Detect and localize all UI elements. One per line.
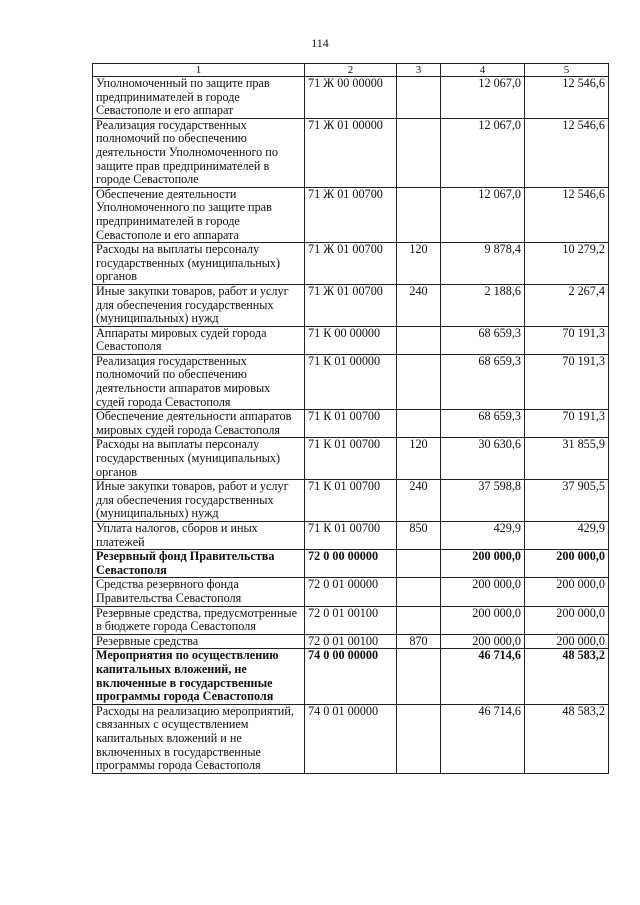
row-code-cell: 71 К 01 00700	[305, 438, 397, 480]
row-code-cell: 72 0 01 00100	[305, 634, 397, 649]
table-row	[93, 438, 609, 480]
row-expense-type-cell	[397, 550, 441, 578]
row-amount-year2-cell: 12 546,6	[525, 118, 609, 187]
header-cell-4: 4	[441, 64, 525, 77]
row-expense-type-cell: 120	[397, 438, 441, 480]
row-amount-year2-cell: 200 000,0	[525, 634, 609, 649]
row-expense-type-cell	[397, 187, 441, 242]
row-amount-year1-cell: 68 659,3	[441, 326, 525, 354]
row-name-cell: Мероприятия по осуществлению капитальных вложений, не включенные в государственные программы города Севастополя	[93, 649, 305, 704]
row-name-cell: Иные закупки товаров, работ и услуг для обеспечения государственных (муниципальных) нужд	[93, 284, 305, 326]
row-expense-type-cell	[397, 578, 441, 606]
row-amount-year2-cell: 2 267,4	[525, 284, 609, 326]
row-amount-year1-cell: 30 630,6	[441, 438, 525, 480]
table-row	[93, 118, 609, 187]
row-amount-year2-cell: 429,9	[525, 522, 609, 550]
row-code-cell: 71 К 01 00700	[305, 410, 397, 438]
row-amount-year2-cell: 70 191,3	[525, 326, 609, 354]
row-expense-type-cell: 120	[397, 243, 441, 285]
row-name-cell: Реализация государственных полномочий по обеспечению деятельности аппаратов мировых судей города Севастополя	[93, 354, 305, 409]
row-amount-year2-cell: 12 546,6	[525, 187, 609, 242]
row-expense-type-cell: 850	[397, 522, 441, 550]
row-amount-year1-cell: 46 714,6	[441, 649, 525, 704]
row-amount-year1-cell: 200 000,0	[441, 550, 525, 578]
row-amount-year1-cell: 200 000,0	[441, 606, 525, 634]
row-expense-type-cell	[397, 77, 441, 119]
row-amount-year2-cell: 70 191,3	[525, 410, 609, 438]
row-amount-year2-cell: 37 905,5	[525, 480, 609, 522]
table-row	[93, 354, 609, 409]
row-code-cell: 71 Ж 01 00700	[305, 284, 397, 326]
row-expense-type-cell	[397, 118, 441, 187]
row-name-cell: Резервные средства	[93, 634, 305, 649]
row-code-cell: 72 0 01 00000	[305, 578, 397, 606]
row-amount-year2-cell: 31 855,9	[525, 438, 609, 480]
row-amount-year2-cell: 10 279,2	[525, 243, 609, 285]
table-row	[93, 77, 609, 119]
row-expense-type-cell	[397, 410, 441, 438]
row-amount-year1-cell: 46 714,6	[441, 704, 525, 773]
table-row	[93, 606, 609, 634]
table-row	[93, 634, 609, 649]
row-amount-year1-cell: 68 659,3	[441, 410, 525, 438]
header-cell-2: 2	[305, 64, 397, 77]
row-name-cell: Расходы на реализацию мероприятий, связанных с осуществлением капитальных вложений и не включенных в государственные программы города Севастополя	[93, 704, 305, 773]
table-row	[93, 326, 609, 354]
row-amount-year2-cell: 200 000,0	[525, 550, 609, 578]
row-expense-type-cell	[397, 649, 441, 704]
row-amount-year2-cell: 48 583,2	[525, 649, 609, 704]
row-expense-type-cell	[397, 326, 441, 354]
header-cell-5: 5	[525, 64, 609, 77]
row-name-cell: Расходы на выплаты персоналу государственных (муниципальных) органов	[93, 438, 305, 480]
row-amount-year1-cell: 37 598,8	[441, 480, 525, 522]
header-cell-3: 3	[397, 64, 441, 77]
row-code-cell: 71 К 00 00000	[305, 326, 397, 354]
row-name-cell: Резервный фонд Правительства Севастополя	[93, 550, 305, 578]
row-name-cell: Обеспечение деятельности аппаратов мировых судей города Севастополя	[93, 410, 305, 438]
table-row	[93, 550, 609, 578]
row-name-cell: Уплата налогов, сборов и иных платежей	[93, 522, 305, 550]
row-amount-year2-cell: 70 191,3	[525, 354, 609, 409]
row-amount-year2-cell: 48 583,2	[525, 704, 609, 773]
page-number: 114	[311, 36, 329, 50]
row-amount-year1-cell: 12 067,0	[441, 118, 525, 187]
table-row	[93, 187, 609, 242]
header-cell-1: 1	[93, 64, 305, 77]
row-name-cell: Уполномоченный по защите прав предпринимателей в городе Севастополе и его аппарат	[93, 77, 305, 119]
table-row	[93, 649, 609, 704]
budget-table	[92, 63, 609, 774]
row-expense-type-cell: 240	[397, 284, 441, 326]
row-expense-type-cell: 240	[397, 480, 441, 522]
row-name-cell: Обеспечение деятельности Уполномоченного по защите прав предпринимателей в городе Севастополе и его аппарата	[93, 187, 305, 242]
row-code-cell: 71 Ж 00 00000	[305, 77, 397, 119]
row-amount-year1-cell: 2 188,6	[441, 284, 525, 326]
row-code-cell: 71 Ж 01 00700	[305, 243, 397, 285]
row-code-cell: 71 Ж 01 00000	[305, 118, 397, 187]
row-code-cell: 72 0 00 00000	[305, 550, 397, 578]
row-code-cell: 72 0 01 00100	[305, 606, 397, 634]
row-code-cell: 74 0 01 00000	[305, 704, 397, 773]
row-amount-year1-cell: 68 659,3	[441, 354, 525, 409]
row-name-cell: Иные закупки товаров, работ и услуг для обеспечения государственных (муниципальных) нужд	[93, 480, 305, 522]
table-row	[93, 578, 609, 606]
row-expense-type-cell	[397, 354, 441, 409]
row-code-cell: 71 Ж 01 00700	[305, 187, 397, 242]
row-code-cell: 71 К 01 00700	[305, 480, 397, 522]
table-row	[93, 480, 609, 522]
row-amount-year1-cell: 200 000,0	[441, 634, 525, 649]
row-name-cell: Реализация государственных полномочий по обеспечению деятельности Уполномоченного по защите прав предпринимателей в городе Севастополе	[93, 118, 305, 187]
table-row	[93, 522, 609, 550]
row-amount-year1-cell: 9 878,4	[441, 243, 525, 285]
row-name-cell: Аппараты мировых судей города Севастополя	[93, 326, 305, 354]
table-row	[93, 243, 609, 285]
table-row	[93, 284, 609, 326]
row-amount-year1-cell: 12 067,0	[441, 77, 525, 119]
row-name-cell: Расходы на выплаты персоналу государственных (муниципальных) органов	[93, 243, 305, 285]
row-amount-year2-cell: 200 000,0	[525, 578, 609, 606]
row-amount-year2-cell: 200 000,0	[525, 606, 609, 634]
row-expense-type-cell: 870	[397, 634, 441, 649]
row-code-cell: 71 К 01 00700	[305, 522, 397, 550]
row-amount-year2-cell: 12 546,6	[525, 77, 609, 119]
row-expense-type-cell	[397, 704, 441, 773]
row-name-cell: Резервные средства, предусмотренные в бюджете города Севастополя	[93, 606, 305, 634]
row-amount-year1-cell: 200 000,0	[441, 578, 525, 606]
table-row	[93, 704, 609, 773]
row-amount-year1-cell: 429,9	[441, 522, 525, 550]
header-row	[93, 64, 609, 77]
row-expense-type-cell	[397, 606, 441, 634]
row-code-cell: 74 0 00 00000	[305, 649, 397, 704]
row-amount-year1-cell: 12 067,0	[441, 187, 525, 242]
row-name-cell: Средства резервного фонда Правительства Севастополя	[93, 578, 305, 606]
row-code-cell: 71 К 01 00000	[305, 354, 397, 409]
table-row	[93, 410, 609, 438]
